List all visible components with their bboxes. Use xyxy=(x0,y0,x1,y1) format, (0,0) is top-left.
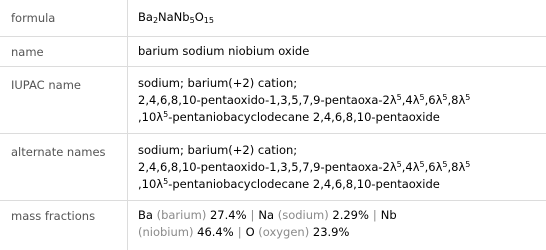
iupac-name-value: sodium; barium(+2) cation; $2,4,6,8,10-pentaoxido-1,3,5,7,9-pentaoxa-2\lambda^5,4\lambda^5,6\lambda^5,8\lambda^5$ $,10\lambda^5$-pentaniobacyclodecane 2,4,6,8,10-pentaoxide xyxy=(138,76,471,124)
table-row-name xyxy=(0,36,546,66)
separator: | xyxy=(372,208,377,222)
table-row-formula xyxy=(0,0,546,36)
mass-fractions-value xyxy=(138,207,542,241)
separator: | xyxy=(237,225,242,239)
table-row-iupac-name xyxy=(0,66,546,133)
mass-fraction-nb-symbol: Nb xyxy=(380,208,397,222)
formula-label: formula xyxy=(11,11,56,25)
name-value: barium sodium niobium oxide xyxy=(138,44,310,58)
mass-fraction-o: O (oxygen) 23.9% xyxy=(245,225,350,239)
alternate-names-label: alternate names xyxy=(11,145,106,159)
separator: | xyxy=(250,208,255,222)
iupac-name-label: IUPAC name xyxy=(11,78,81,92)
name-label: name xyxy=(11,45,44,59)
mass-fraction-na: Na (sodium) 2.29% xyxy=(258,208,369,222)
alternate-names-value: sodium; barium(+2) cation; $2,4,6,8,10-pentaoxido-1,3,5,7,9-pentaoxa-2\lambda^5,4\lambda^5,6\lambda^5,8\lambda^5$ $,10\lambda^5$-pentaniobacyclodecane 2,4,6,8,10-pentaoxide xyxy=(138,143,471,191)
mass-fractions-label: mass fractions xyxy=(11,209,96,223)
table-row-mass-fractions xyxy=(0,200,546,250)
mass-fraction-nb: (niobium) 46.4% xyxy=(138,225,234,239)
formula-value: $Ba_2NaNb_5O_{15}$ xyxy=(138,10,214,25)
mass-fraction-ba: Ba (barium) 27.4% xyxy=(138,208,247,222)
table-row-alternate-names xyxy=(0,133,546,200)
